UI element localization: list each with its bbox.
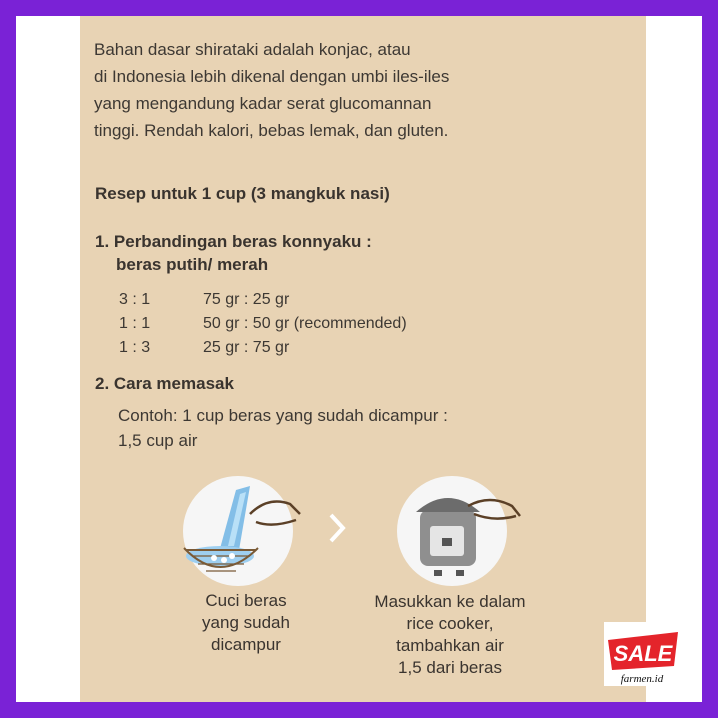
- brand-text: farmen.id: [620, 673, 664, 685]
- intro-line-1: Bahan dasar shirataki adalah konjac, atau: [94, 40, 411, 59]
- section1-heading: 1. Perbandingan beras konnyaku :: [95, 232, 372, 251]
- wash-rice-icon: [178, 476, 306, 586]
- chevron-right-icon: [326, 511, 348, 545]
- image-canvas: [16, 16, 702, 702]
- ratio-label: 1 : 3: [119, 339, 151, 356]
- section2-heading: 2. Cara memasak: [95, 374, 234, 393]
- step-caption-wash: [176, 590, 316, 656]
- section2-line-1: Contoh: 1 cup beras yang sudah dicampur :: [118, 406, 448, 425]
- intro-line-3: yang mengandung kadar serat glucomannan: [94, 94, 432, 113]
- ratio-label: 1 : 1: [119, 315, 151, 332]
- ratio-amount: 50 gr : 50 gr (recommended): [203, 315, 407, 332]
- caption-line: Masukkan ke dalam: [374, 592, 526, 611]
- caption-line: yang sudah: [202, 613, 290, 632]
- ratio-amount: 25 gr : 75 gr: [203, 339, 290, 356]
- recipe-title: Resep untuk 1 cup (3 mangkuk nasi): [95, 184, 390, 203]
- section1-subheading: beras putih/ merah: [116, 255, 269, 274]
- caption-line: 1,5 dari beras: [398, 658, 502, 677]
- ratio-amount: 75 gr : 25 gr: [203, 291, 290, 308]
- section2-line-2: 1,5 cup air: [118, 431, 198, 450]
- step-caption-cook: [360, 591, 540, 679]
- intro-line-2: di Indonesia lebih dikenal dengan umbi iles-iles: [94, 67, 450, 86]
- caption-line: rice cooker,: [406, 614, 494, 633]
- ratio-label: 3 : 1: [119, 291, 151, 308]
- sale-badge: [604, 622, 684, 686]
- caption-line: dicampur: [211, 635, 281, 654]
- rice-cooker-icon: [394, 476, 524, 586]
- intro-line-4: tinggi. Rendah kalori, bebas lemak, dan gluten.: [94, 121, 449, 140]
- sale-text: SALE: [613, 641, 673, 666]
- caption-line: tambahkan air: [396, 636, 504, 655]
- caption-line: Cuci beras: [205, 591, 287, 610]
